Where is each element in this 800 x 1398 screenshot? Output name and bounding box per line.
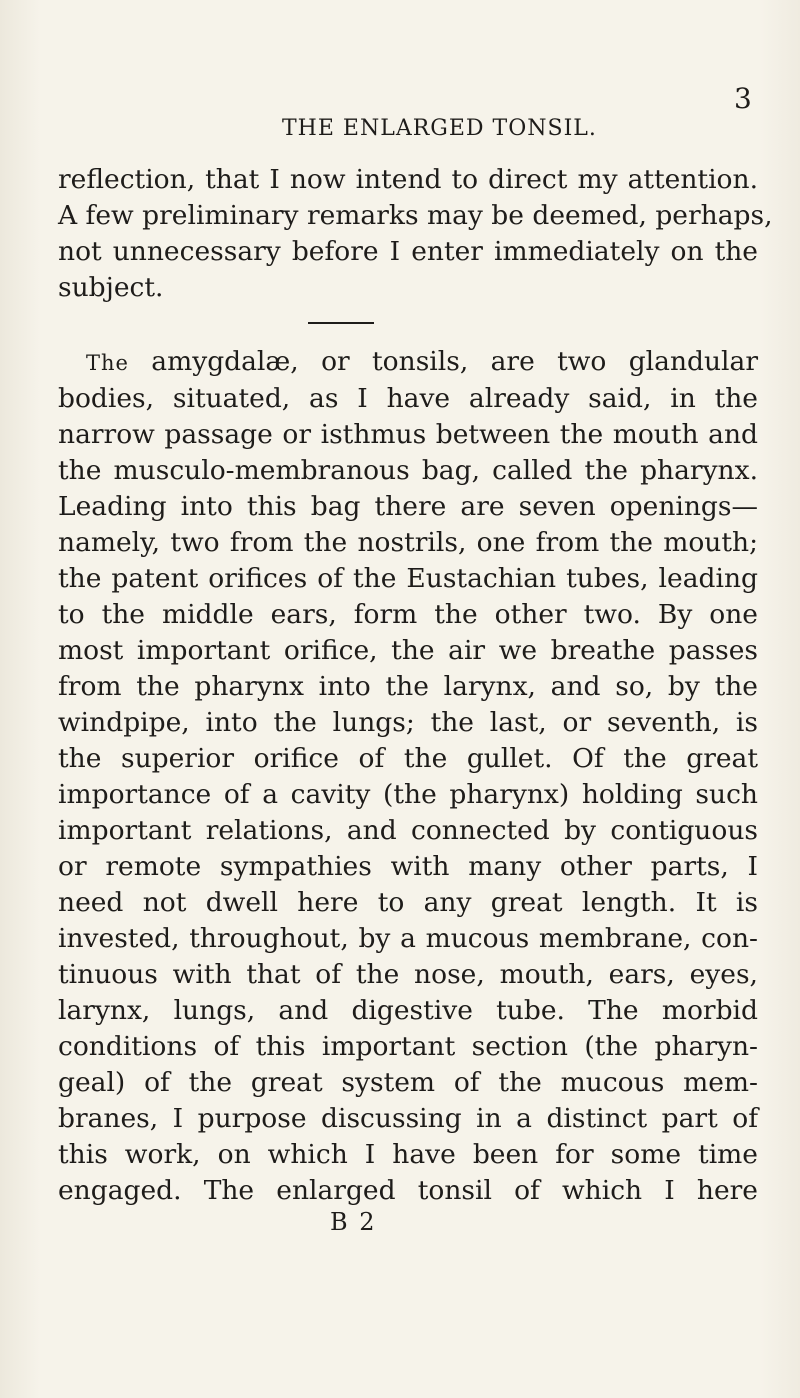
text-line: the patent orifices of the Eustachian tubes, leading	[58, 563, 758, 594]
text-line: larynx, lungs, and digestive tube. The morbid	[58, 995, 758, 1026]
text-line: branes, I purpose discussing in a distinct part of	[58, 1103, 758, 1134]
text-line-first	[58, 344, 758, 381]
page-number: 3	[734, 82, 752, 115]
text-line: invested, throughout, by a mucous membrane, con-	[58, 923, 758, 954]
text-line: the superior orifice of the gullet. Of the great	[58, 743, 758, 774]
signature-mark: B 2	[330, 1208, 377, 1236]
text-line: narrow passage or isthmus between the mouth and	[58, 419, 758, 450]
text-line: most important orifice, the air we breathe passes	[58, 635, 758, 666]
first-line-rest: amygdalæ, or tonsils, are two glandular	[128, 346, 758, 377]
text-line: A few preliminary remarks may be deemed, perhaps,	[58, 200, 773, 231]
text-line: or remote sympathies with many other parts, I	[58, 851, 758, 882]
section-divider	[308, 322, 374, 324]
text-line: bodies, situated, as I have already said, in the	[58, 383, 758, 414]
running-head: THE ENLARGED TONSIL.	[282, 116, 597, 141]
text-line: Leading into this bag there are seven openings—	[58, 491, 758, 522]
text-line: this work, on which I have been for some time	[58, 1139, 758, 1170]
text-line: subject.	[58, 272, 164, 303]
text-line: to the middle ears, form the other two. By one	[58, 599, 758, 630]
text-line: the musculo-membranous bag, called the pharynx.	[58, 455, 758, 486]
text-line: need not dwell here to any great length. It is	[58, 887, 758, 918]
text-line: not unnecessary before I enter immediately on the	[58, 236, 758, 267]
text-line: tinuous with that of the nose, mouth, ears, eyes,	[58, 959, 758, 990]
text-line: windpipe, into the lungs; the last, or seventh, is	[58, 707, 758, 738]
text-line: namely, two from the nostrils, one from the mouth;	[58, 527, 758, 558]
small-caps-lead: The	[86, 351, 129, 375]
text-line: conditions of this important section (the pharyn-	[58, 1031, 758, 1062]
text-line: importance of a cavity (the pharynx) holding such	[58, 779, 758, 810]
text-line: from the pharynx into the larynx, and so, by the	[58, 671, 758, 702]
text-line: geal) of the great system of the mucous mem-	[58, 1067, 758, 1098]
paragraph-2	[58, 344, 758, 1209]
text-line: important relations, and connected by contiguous	[58, 815, 758, 846]
text-line: reflection, that I now intend to direct my attention.	[58, 164, 758, 195]
paragraph-1	[58, 162, 773, 306]
text-line: engaged. The enlarged tonsil of which I here	[58, 1175, 758, 1206]
